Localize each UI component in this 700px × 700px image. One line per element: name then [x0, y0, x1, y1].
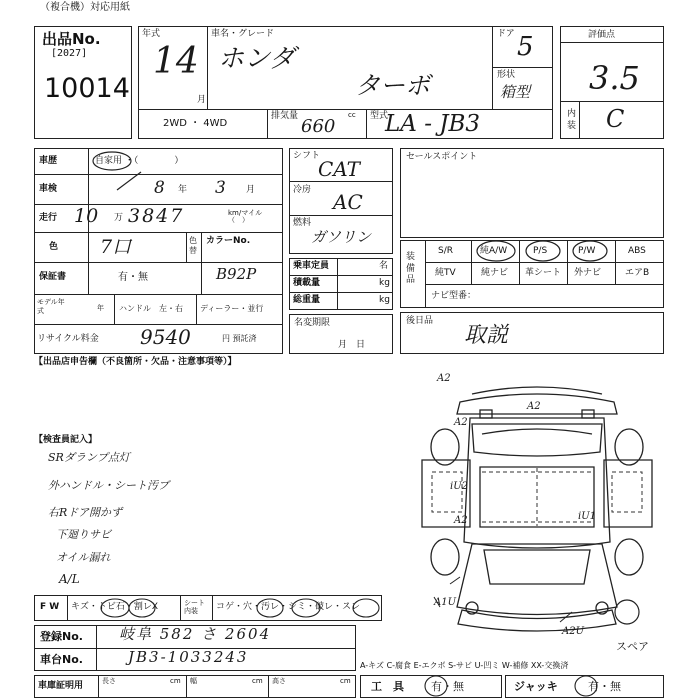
- seat-label: シート内装: [184, 599, 205, 616]
- color-no-label: カラーNo.: [206, 236, 251, 246]
- inspector-label: 【検査員記入】: [34, 435, 98, 445]
- length-unit: cm: [170, 677, 181, 685]
- form-type-header: （複合機）対応用紙: [40, 2, 130, 13]
- ac-label: 冷房: [293, 185, 312, 195]
- damage-mark-1: A2: [437, 373, 451, 384]
- equip-airbag: エアB: [625, 268, 650, 278]
- lot-label: 出品No.: [42, 30, 101, 48]
- footer-circles: [424, 673, 624, 699]
- height-label: 高さ: [272, 677, 286, 685]
- cc-unit: cc: [348, 111, 356, 119]
- fw-circles: [100, 597, 380, 621]
- fuel-label: 燃料: [293, 218, 312, 228]
- load-label: 積載量: [293, 278, 321, 288]
- load-unit: kg: [379, 278, 390, 288]
- maker-value: ホンダ: [218, 44, 295, 74]
- equip-aw: 純A/W: [480, 246, 508, 256]
- cc-value: 660: [301, 116, 336, 137]
- hood-outline: [457, 544, 617, 615]
- inspector-note-4: 下廻りサビ: [56, 528, 111, 541]
- interior-label: 内装: [567, 109, 577, 131]
- width-label: 幅: [190, 677, 197, 685]
- spare-tire-mark: [615, 600, 639, 624]
- damage-mark-4: iU2: [450, 481, 468, 492]
- total-weight-unit: kg: [379, 295, 390, 305]
- recycle-unit: 円 預託済: [222, 334, 257, 343]
- registration-value: 岐阜 582 さ 2604: [119, 625, 272, 643]
- width-unit: cm: [252, 677, 263, 685]
- doors-value: 5: [517, 32, 534, 62]
- ac-value: AC: [333, 190, 363, 214]
- color-label: 色: [49, 242, 59, 252]
- fuel-value: ガソリン: [311, 228, 372, 246]
- capacity-unit: 名: [379, 261, 389, 271]
- after-sales-box: [400, 312, 664, 354]
- registration-label: 登録No.: [40, 630, 83, 643]
- history-label: 車歴: [39, 156, 58, 166]
- grade-value: ターボ: [355, 71, 431, 100]
- mileage-rest: 3847: [128, 205, 185, 227]
- damage-legend: A-キズ C-腐食 E-エクボ S-サビ U-凹ミ W-補修 XX-交換済: [360, 661, 569, 670]
- mileage-label: 走行: [39, 213, 58, 223]
- rating-score: 3.5: [589, 59, 640, 97]
- shape-value: 箱型: [500, 83, 531, 101]
- name-change-box: [289, 314, 393, 354]
- shift-value: CAT: [318, 157, 360, 181]
- model-year-label: モデル年式: [37, 298, 65, 316]
- month-unit: 月: [197, 95, 207, 105]
- equip-sr: S/R: [438, 246, 453, 256]
- chassis-label: 車台No.: [40, 653, 83, 666]
- inspection-month-unit: 月: [246, 185, 256, 195]
- year-label: 年式: [142, 29, 161, 39]
- color-sub-label: 色替: [189, 236, 197, 255]
- seller-note-label: 【出品店申告欄（不良箇所・欠品・注意事項等）】: [34, 357, 237, 367]
- lot-stamp: [2027]: [51, 48, 88, 59]
- side-right-outline: [604, 460, 652, 527]
- tools-label: 工 具: [371, 680, 404, 693]
- inspector-note-2: 外ハンドル・シート汚ブ: [48, 479, 169, 492]
- shape-label: 形状: [497, 70, 516, 80]
- dealer-options: ディーラー・並行: [200, 304, 264, 313]
- shift-label: シフト: [293, 151, 321, 161]
- wheel-front-right: [615, 539, 643, 575]
- seat-marks: コゲ・穴・汚レ・シミ・破レ・スレ: [216, 602, 361, 612]
- inspection-year-unit: 年: [178, 185, 188, 195]
- inspector-note-1: SRダランプ点灯: [48, 451, 130, 464]
- equip-leather: 革シート: [525, 268, 562, 278]
- inspection-month: 3: [215, 178, 226, 198]
- spare-label: スペア: [616, 640, 649, 653]
- doors-label: ドア: [497, 29, 515, 39]
- after-sales-label: 後日品: [406, 316, 434, 326]
- mileage-unit: km/マイル（ ）: [228, 209, 263, 224]
- damage-mark-7: A2U: [562, 626, 585, 637]
- after-sales-note: 取説: [464, 323, 509, 348]
- rear-spoiler-outline: [472, 387, 602, 394]
- lot-number-box: [34, 26, 132, 139]
- model-label: 型式: [370, 111, 389, 121]
- front-glass-outline: [484, 550, 590, 584]
- front-bumper-outline: [458, 610, 616, 631]
- equipment-circles: [472, 238, 622, 264]
- history-slash: [115, 170, 145, 192]
- total-weight-label: 総重量: [293, 295, 321, 305]
- warranty-options: 有・無: [118, 272, 148, 283]
- capacity-label: 乗車定員: [293, 261, 330, 271]
- recycle-value: 9540: [140, 325, 191, 349]
- damage-mark-3: A2: [454, 515, 468, 526]
- interior-value: C: [606, 105, 625, 133]
- navi-model-label: ナビ型番：: [431, 291, 477, 301]
- damage-mark-6: A1U: [434, 597, 457, 608]
- damage-mark-8: A2: [527, 401, 541, 412]
- inspector-note-6: A/L: [59, 572, 80, 586]
- mileage-man-unit: 万: [114, 213, 124, 223]
- name-change-unit: 月 日: [338, 340, 366, 350]
- color-code: B92P: [216, 265, 257, 283]
- height-unit: cm: [340, 677, 351, 685]
- fw-label: F W: [40, 602, 60, 612]
- equipment-label: 装備品: [406, 252, 416, 286]
- maker-label: 車名・グレード: [211, 29, 275, 39]
- handle-options: ハンドル 左・右: [119, 304, 183, 313]
- cc-label: 排気量: [271, 111, 299, 121]
- inspector-note-3: 右Rドア開かず: [48, 506, 122, 519]
- tools-options: 有・無: [431, 680, 464, 693]
- chassis-value: JB3-1033243: [128, 648, 249, 666]
- equip-tv: 純TV: [435, 268, 456, 278]
- model-year-unit: 年: [97, 304, 104, 312]
- recycle-label: リサイクル料金: [37, 334, 99, 344]
- jack-label: ジャッキ: [514, 680, 558, 693]
- damage-mark-2: A2: [454, 417, 468, 428]
- history-value: 自家用 ・（ ）: [95, 156, 184, 166]
- sales-point-label: セールスポイント: [406, 152, 478, 162]
- garage-cert-label: 車庫証明用: [38, 681, 84, 691]
- lot-number: 10014: [44, 73, 130, 104]
- equip-navi: 純ナビ: [481, 268, 509, 278]
- mileage-man: 10: [74, 205, 99, 227]
- name-change-label: 名変期限: [294, 318, 331, 328]
- inspector-note-5: オイル漏れ: [56, 551, 111, 564]
- equip-pw: P/W: [578, 246, 596, 256]
- inspection-label: 車検: [39, 184, 58, 194]
- drive-options: 2WD ・ 4WD: [163, 118, 228, 129]
- warranty-label: 保証書: [39, 272, 67, 282]
- fw-marks: キズ・トビ石・割レX: [71, 602, 158, 612]
- rating-label: 評価点: [588, 30, 616, 40]
- jack-options: 有・無: [588, 680, 621, 693]
- wheel-front-left: [431, 539, 459, 575]
- inspection-year: 8: [154, 178, 165, 198]
- length-label: 長さ: [102, 677, 116, 685]
- color-value: 7口: [100, 236, 132, 258]
- model-value: LA - JB3: [385, 111, 481, 137]
- sales-point-box: [400, 148, 664, 238]
- equip-abs: ABS: [628, 246, 646, 256]
- rear-roof-line: [482, 429, 592, 434]
- year-value: 14: [153, 41, 199, 82]
- equip-ps: P/S: [533, 246, 548, 256]
- damage-mark-5: iU1: [578, 511, 596, 522]
- equip-ext-navi: 外ナビ: [574, 268, 602, 278]
